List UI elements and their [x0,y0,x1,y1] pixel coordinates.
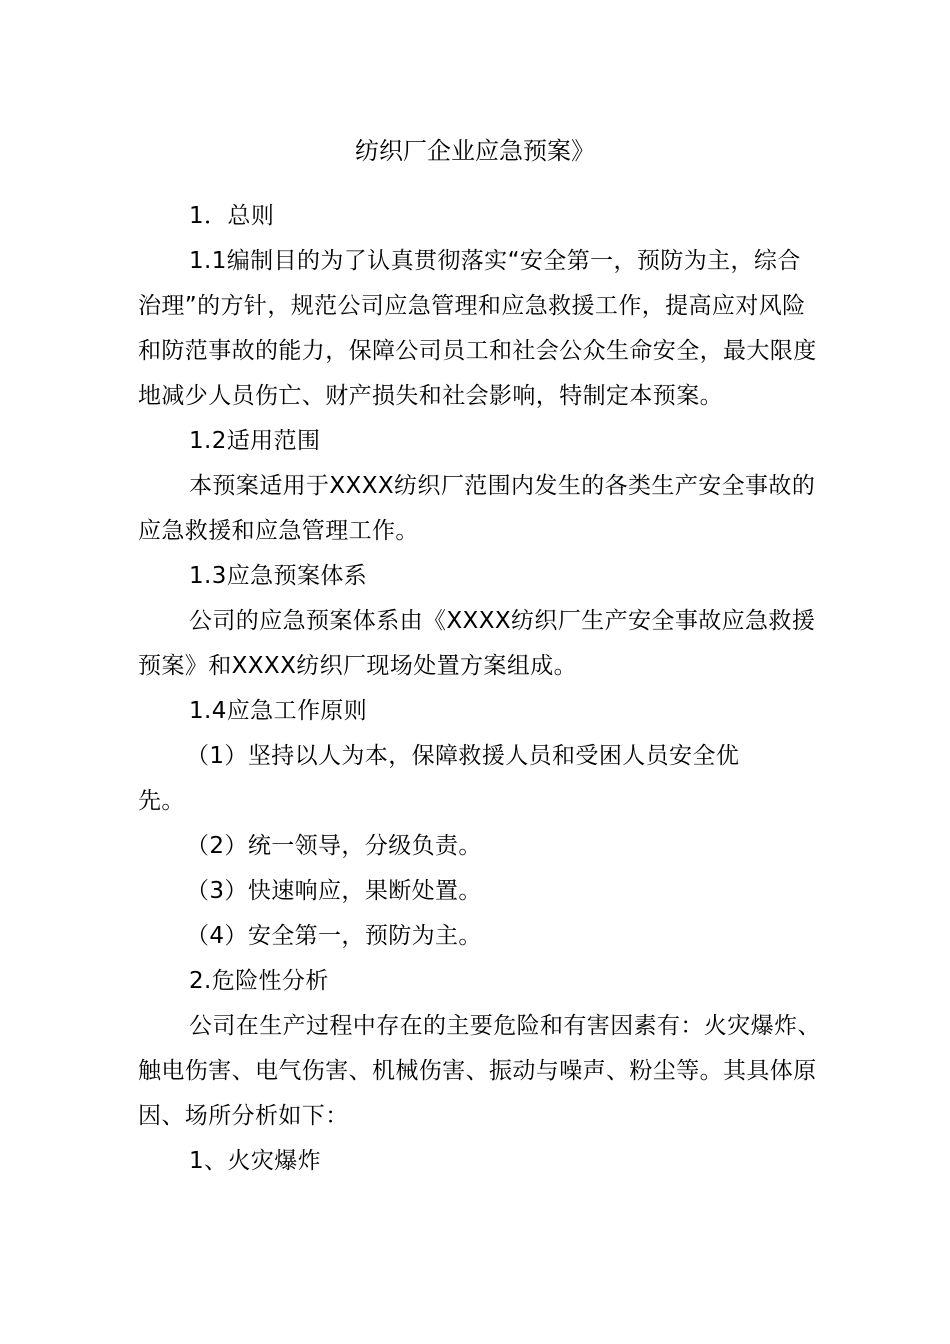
list-item: （1）坚持以人为本，保障救援人员和受困人员安全优 [186,743,740,769]
paragraph-line: 治理”的方针，规范公司应急管理和应急救援工作，提高应对风险 [138,293,806,319]
paragraph-line: 预案》和XXXX纺织厂现场处置方案组成。 [138,653,578,679]
paragraph-line: 1.1编制目的为了认真贯彻落实“安全第一，预防为主，综合 [189,248,801,274]
paragraph-line: 因、场所分析如下： [138,1103,349,1129]
section-heading-principles: 1.4应急工作原则 [189,698,368,724]
section-heading-plan-system: 1.3应急预案体系 [189,563,368,589]
list-item: （4）安全第一，预防为主。 [186,923,482,949]
paragraph-line: 和防范事故的能力，保障公司员工和社会公众生命安全，最大限度 [138,338,817,364]
section-heading-general: 1．总则 [189,203,275,229]
list-item: （3）快速响应，果断处置。 [186,878,482,904]
section-heading-scope: 1.2适用范围 [189,428,321,454]
paragraph-line: 触电伤害、电气伤害、机械伤害、振动与噪声、粉尘等。其具体原 [138,1058,817,1084]
section-heading-hazard-analysis: 2.危险性分析 [189,968,329,994]
paragraph-line: 地减少人员伤亡、财产损失和社会影响，特制定本预案。 [138,383,723,409]
paragraph-line: 公司的应急预案体系由《XXXX纺织厂生产安全事故应急救援 [189,608,816,634]
paragraph-line: 公司在生产过程中存在的主要危险和有害因素有：火灾爆炸、 [189,1013,821,1039]
paragraph-line: 本预案适用于XXXX纺织厂范围内发生的各类生产安全事故的 [189,473,816,499]
list-item-continuation: 先。 [138,788,185,814]
subsection-heading-fire: 1、火灾爆炸 [189,1148,322,1174]
document-title: 纺织厂企业应急预案》 [355,137,595,165]
list-item: （2）统一领导，分级负责。 [186,833,482,859]
paragraph-line: 应急救援和应急管理工作。 [138,518,419,544]
